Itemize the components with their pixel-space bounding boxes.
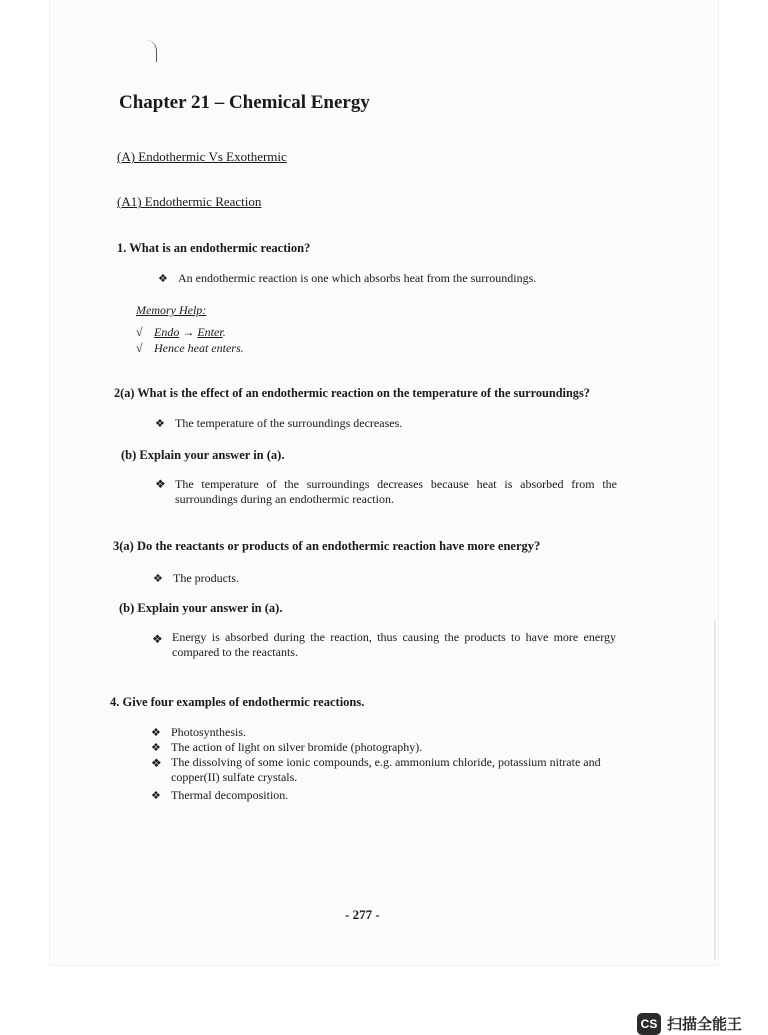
example-3: The dissolving of some ionic compounds, e.g. ammonium chloride, potassium nitrate and copper(II) sulfate crystals.: [171, 755, 601, 784]
memory-enter: Enter: [197, 325, 223, 339]
bullet-icon: ❖: [151, 742, 161, 754]
answer-2a: [155, 416, 402, 431]
memory-help-line-2-text: Hence heat enters.: [154, 341, 244, 355]
question-1: 1. What is an endothermic reaction?: [117, 241, 311, 255]
question-2b: (b) Explain your answer in (a).: [121, 448, 285, 462]
memory-endo: Endo: [154, 325, 180, 339]
camscanner-logo-icon: CS: [637, 1013, 661, 1035]
example-4: [151, 788, 288, 803]
bullet-icon: ❖: [151, 790, 161, 802]
section-heading-a: (A) Endothermic Vs Exothermic: [117, 149, 287, 164]
camscanner-brand-label: 扫描全能王: [667, 1015, 743, 1033]
check-icon: √: [136, 341, 143, 355]
chapter-title: Chapter 21 – Chemical Energy: [119, 92, 370, 113]
example-1-text: Photosynthesis.: [171, 725, 247, 739]
arrow-right-icon: →: [182, 325, 195, 339]
bullet-icon: ❖: [158, 273, 168, 285]
bullet-icon: ❖: [153, 573, 163, 585]
answer-3b: Energy is absorbed during the reaction, thus causing the products to have more energy compared to the reactants.: [172, 630, 616, 659]
example-2-text: The action of light on silver bromide (photography).: [171, 740, 423, 754]
section-heading-a1: (A1) Endothermic Reaction: [117, 194, 262, 209]
example-1: [151, 725, 246, 740]
question-2a: 2(a) What is the effect of an endothermic reaction on the temperature of the surroundings?: [114, 386, 590, 400]
bullet-icon: ❖: [151, 756, 162, 770]
answer-2b: The temperature of the surroundings decreases because heat is absorbed from the surroundings during an endothermic reaction.: [175, 477, 617, 506]
memory-help-label: Memory Help:: [136, 303, 207, 317]
page-number: - 277 -: [345, 907, 380, 922]
answer-1-text: An endothermic reaction is one which absorbs heat from the surroundings.: [178, 271, 537, 285]
memory-period: .: [222, 325, 226, 339]
answer-2a-text: The temperature of the surroundings decreases.: [175, 416, 403, 430]
question-3a: 3(a) Do the reactants or products of an endothermic reaction have more energy?: [113, 539, 541, 553]
bullet-icon: ❖: [155, 418, 165, 430]
answer-3a: [153, 571, 239, 586]
page-edge-shadow: [714, 620, 716, 960]
memory-help-line-2: [136, 341, 244, 356]
question-3b: (b) Explain your answer in (a).: [119, 601, 283, 615]
answer-3a-text: The products.: [173, 571, 239, 585]
bullet-icon: ❖: [155, 477, 166, 491]
bullet-icon: ❖: [152, 632, 163, 646]
answer-1: [158, 271, 536, 286]
example-4-text: Thermal decomposition.: [171, 788, 289, 802]
check-icon: √: [136, 325, 143, 339]
question-4: 4. Give four examples of endothermic reactions.: [110, 695, 365, 709]
example-2: [151, 740, 422, 755]
memory-help-line-1: [136, 325, 226, 340]
bullet-icon: ❖: [151, 727, 161, 739]
